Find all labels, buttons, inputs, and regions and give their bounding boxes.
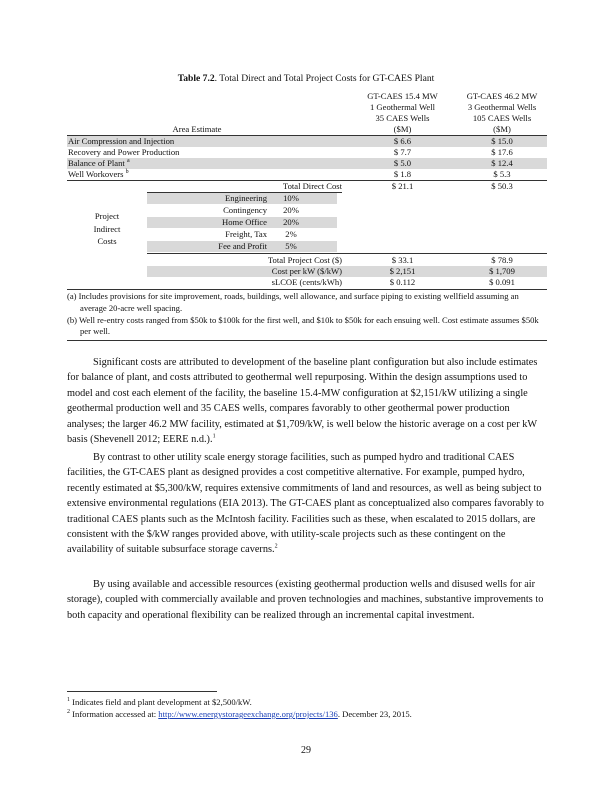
col2-header-line: GT-CAES 46.2 MW <box>466 91 538 101</box>
slcoe-row <box>67 277 547 288</box>
col1-header-line: GT-CAES 15.4 MW <box>367 91 438 101</box>
footnote <box>67 696 547 708</box>
totals-label: Total Project Cost ($) <box>267 255 342 265</box>
row-label <box>68 147 179 158</box>
footnote-ref: 2 <box>274 544 278 551</box>
row-note-marker: a <box>126 158 130 165</box>
indirect-item <box>147 229 337 240</box>
row-value-46mw: $ 17.6 <box>491 147 513 157</box>
total-direct-row <box>67 181 547 192</box>
table-caption <box>0 73 612 84</box>
indirect-item-pct: 20% <box>283 205 299 215</box>
paragraph <box>67 450 547 558</box>
paragraph-text: Significant costs are attributed to development of the baseline plant configuration but also include estimates for balance of plant, and costs attributed to geothermal well repurposing. Within the design assumptions used to model and cost each element of the facility, the baseline 15.4-MW configuration at $2,151/kW utilizing a single geothermal production well and 35 CAES wells, compares favorably to other geothermal power production analyses; the larger 46.2 MW facility, estimated at $1,709/kW, is well below the historic average on a cost per kW basis (Shevenell 2012; EERE n.d.). <box>67 357 538 446</box>
footnote-ref: 1 <box>212 433 216 440</box>
table-note: (b) Well re-entry costs ranged from $50k to $100k for the first well, and $10k to $50k for each ensuing well. Cost estimate assumes $50k per well. <box>67 314 539 337</box>
footnote-link[interactable]: http://www.energystorageexchange.org/projects/136 <box>158 709 338 719</box>
totals-label: Cost per kW ($/kW) <box>271 266 342 276</box>
row-value-46mw: $ 12.4 <box>491 158 513 168</box>
indirect-costs-label <box>67 210 147 248</box>
indirect-item-pct: 20% <box>283 217 299 227</box>
table-caption-label: Table 7.2 <box>177 73 215 84</box>
col2-header <box>457 91 547 135</box>
col1-header-line: 1 Geothermal Well <box>369 101 435 112</box>
indirect-item-label: Contingency <box>223 205 267 215</box>
row-value-46mw: $ 15.0 <box>491 136 513 146</box>
table-notes <box>67 291 547 341</box>
indirect-label-line: Costs <box>97 236 117 246</box>
row-label-text: Recovery and Power Production <box>68 147 180 157</box>
indirect-item-pct: 10% <box>283 193 299 203</box>
divider <box>67 340 547 341</box>
row-value-15mw: $ 5.0 <box>393 158 412 168</box>
row-value-15mw: $ 7.7 <box>393 147 412 157</box>
totals-15mw: $ 2,151 <box>389 266 416 276</box>
totals-15mw: $ 0.112 <box>389 277 416 287</box>
row-value-15mw: $ 6.6 <box>393 136 412 146</box>
row-label <box>68 169 129 180</box>
footnote-number: 1 <box>67 697 70 704</box>
totals-46mw: $ 0.091 <box>489 277 515 287</box>
row-note-marker: b <box>125 169 129 176</box>
indirect-item <box>147 193 337 204</box>
table-note: (a) Includes provisions for site improvement, roads, buildings, well allowance, and surface piping to existing wellfield assuming an average 20-acre well spacing. <box>67 291 519 313</box>
cost-per-kw-row <box>147 266 547 277</box>
indirect-item <box>147 205 337 216</box>
total-project-row <box>67 255 547 266</box>
footnote-number: 2 <box>67 709 70 716</box>
footnote-text-after: . December 23, 2015. <box>337 709 412 719</box>
table-row <box>67 136 547 147</box>
total-direct-label: Total Direct Cost <box>282 181 342 191</box>
footnotes <box>67 696 547 720</box>
paragraph <box>67 577 547 623</box>
page-number: 29 <box>301 745 311 756</box>
row-value-15mw: $ 1.8 <box>393 169 412 179</box>
row-label-text: Well Workovers <box>68 169 126 179</box>
paragraph-text: By using available and accessible resources (existing geothermal production wells and disused wells for air storage), coupled with commercially available and proven technologies and machines, substantive improvements to both capacity and operational flexibility can be realized through an incremental capital investment. <box>67 579 544 621</box>
row-label <box>68 158 130 169</box>
row-value-46mw: $ 5.3 <box>493 169 511 179</box>
area-estimate-header: Area Estimate <box>172 124 222 134</box>
indirect-item <box>147 241 337 252</box>
col2-header-line: ($M) <box>493 123 511 134</box>
indirect-item <box>147 217 337 228</box>
paragraph <box>67 355 547 447</box>
indirect-item-pct: 5% <box>285 241 297 251</box>
table-caption-text: . Total Direct and Total Project Costs for GT-CAES Plant <box>214 73 435 84</box>
col1-header-line: 35 CAES Wells <box>375 112 430 123</box>
indirect-item-pct: 2% <box>285 229 297 239</box>
col2-header-line: 105 CAES Wells <box>472 112 532 123</box>
col2-header-line: 3 Geothermal Wells <box>467 101 537 112</box>
row-label-text: Air Compression and Injection <box>68 136 175 146</box>
indirect-item-label: Fee and Profit <box>218 241 267 251</box>
table-row <box>67 169 547 180</box>
totals-46mw: $ 1,709 <box>489 266 515 276</box>
indirect-label-line: Indirect <box>93 223 121 234</box>
totals-46mw: $ 78.9 <box>491 255 513 265</box>
total-direct-46mw: $ 50.3 <box>491 181 513 191</box>
divider <box>67 289 547 290</box>
footnote-divider <box>67 691 217 692</box>
table-row <box>67 158 547 169</box>
row-label <box>68 136 174 147</box>
table-row <box>67 147 547 158</box>
paragraph-text: By contrast to other utility scale energy storage facilities, such as pumped hydro and traditional CAES facilities, the GT-CAES plant as designed provides a cost competitive alternative. For example, pumped hydro, recently estimated at $5,300/kW, requires extensive commitments of land and resources, as well as being subject to extensive environmental regulations (EIA 2013). The GT-CAES plant as conceptualized also compares favorably to traditional CAES plants such as the McIntosh facility. Facilities such as these, when escalated to 2015 dollars, are consistent with the $/kW ranges provided above, with utility-scale projects such as these contingent on the availability of suitable subsurface storage caverns. <box>67 452 544 556</box>
totals-15mw: $ 33.1 <box>391 255 414 265</box>
col1-header <box>355 91 450 135</box>
total-direct-15mw: $ 21.1 <box>391 181 414 191</box>
row-label-text: Balance of Plant <box>68 158 127 168</box>
footnote-text: Information accessed at: <box>72 709 159 719</box>
indirect-item-label: Home Office <box>222 217 267 227</box>
footnote-text: Indicates field and plant development at $2,500/kW. <box>72 697 252 707</box>
footnote <box>67 708 547 720</box>
indirect-item-label: Freight, Tax <box>225 229 267 239</box>
indirect-label-line: Project <box>94 211 120 221</box>
totals-label: sLCOE (cents/kWh) <box>271 277 342 287</box>
divider <box>147 253 547 254</box>
indirect-item-label: Engineering <box>225 193 267 203</box>
col1-header-line: ($M) <box>393 123 412 134</box>
